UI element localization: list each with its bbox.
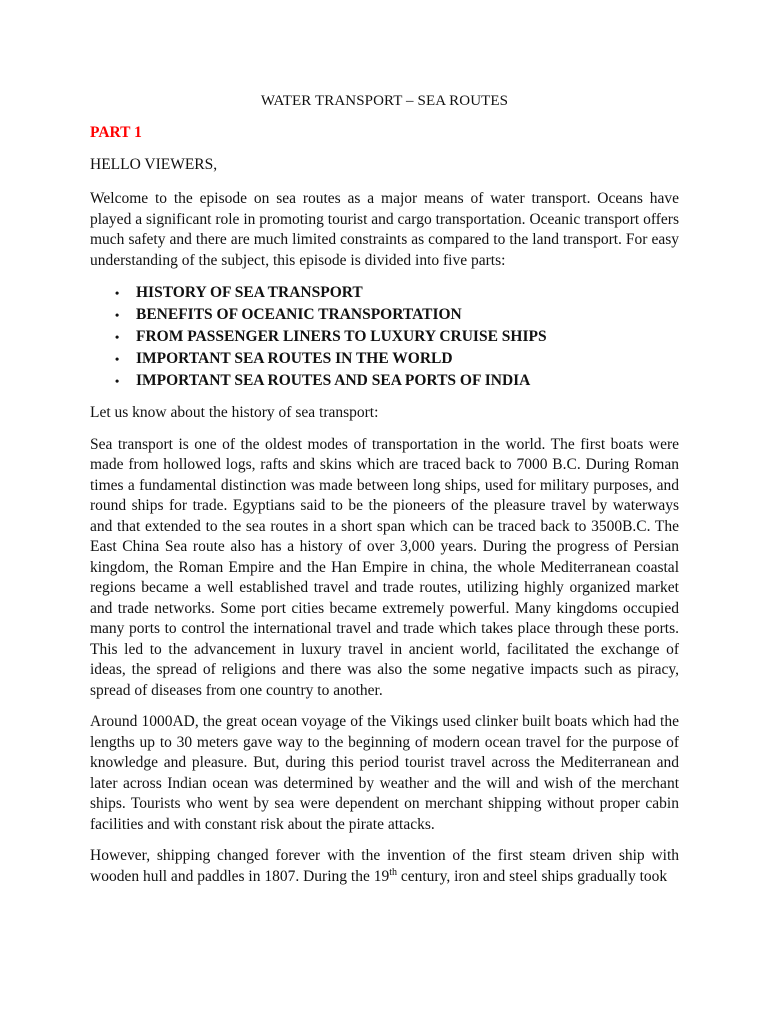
document-title: WATER TRANSPORT – SEA ROUTES: [260, 93, 509, 109]
topic-label: IMPORTANT SEA ROUTES AND SEA PORTS OF INDIA: [136, 372, 531, 389]
steam-paragraph: [90, 846, 679, 887]
part-heading: PART 1: [90, 124, 142, 141]
bullet-icon: •: [115, 352, 120, 366]
bullet-icon: •: [115, 330, 120, 344]
ordinal-superscript: th: [389, 866, 397, 878]
list-item: [115, 282, 679, 304]
history-intro-line: Let us know about the history of sea transport:: [90, 404, 379, 421]
list-item: [115, 304, 679, 326]
list-item: [115, 348, 679, 370]
topic-label: BENEFITS OF OCEANIC TRANSPORTATION: [136, 306, 462, 323]
bullet-icon: •: [115, 308, 120, 322]
topic-list: [90, 282, 679, 392]
topic-label: FROM PASSENGER LINERS TO LUXURY CRUISE SHIPS: [136, 328, 547, 345]
list-item: [115, 326, 679, 348]
intro-paragraph: Welcome to the episode on sea routes as a major means of water transport. Oceans have played a significant role in promoting tourist and cargo transportation. Oceanic transport offers much safety and there are much limited constraints as compared to the land transport. For easy understanding of the subject, this episode is divided into five parts:: [90, 190, 679, 269]
vikings-paragraph: Around 1000AD, the great ocean voyage of the Vikings used clinker built boats which had the lengths up to 30 meters gave way to the beginning of modern ocean travel for the purpose of knowledge and pleasure. But, during this period tourist travel across the Mediterranean and later across Indian ocean was determined by weather and the will and wish of the merchant ships. Tourists who went by sea were dependent on merchant shipping without proper cabin facilities and with constant risk about the pirate attacks.: [90, 713, 679, 833]
history-paragraph: Sea transport is one of the oldest modes of transportation in the world. The first boats were made from hollowed logs, rafts and skins which are traced back to 7000 B.C. During Roman times a fundamental distinction was made between long ships, used for military purposes, and round ships for trade. Egyptians said to be the pioneers of the pleasure travel by waterways and that extended to the sea routes in a short span which can be traced back to 3500B.C. The East China Sea route also has a history of over 3,000 years. During the progress of Persian kingdom, the Roman Empire and the Han Empire in china, the whole Mediterranean coastal regions became a well established travel and trade routes, utilizing highly organized market and trade networks. Some port cities became extremely powerful. Many kingdoms occupied many ports to control the international travel and trade which takes place through these ports. This led to the advancement in luxury travel in ancient world, facilitated the exchange of ideas, the spread of religions and there was also the some negative impacts such as piracy, spread of diseases from one country to another.: [90, 435, 679, 699]
topic-label: IMPORTANT SEA ROUTES IN THE WORLD: [136, 350, 453, 367]
steam-text-end: century, iron and steel ships gradually took: [396, 867, 668, 885]
list-item: [115, 370, 679, 392]
greeting-line: HELLO VIEWERS,: [90, 156, 218, 173]
topic-label: HISTORY OF SEA TRANSPORT: [136, 284, 363, 301]
bullet-icon: •: [115, 286, 120, 300]
bullet-icon: •: [115, 374, 120, 388]
steam-text-start: However, shipping changed forever with the invention of the first steam driven ship with wooden hull and paddles in 1807. During the 19: [90, 847, 679, 885]
